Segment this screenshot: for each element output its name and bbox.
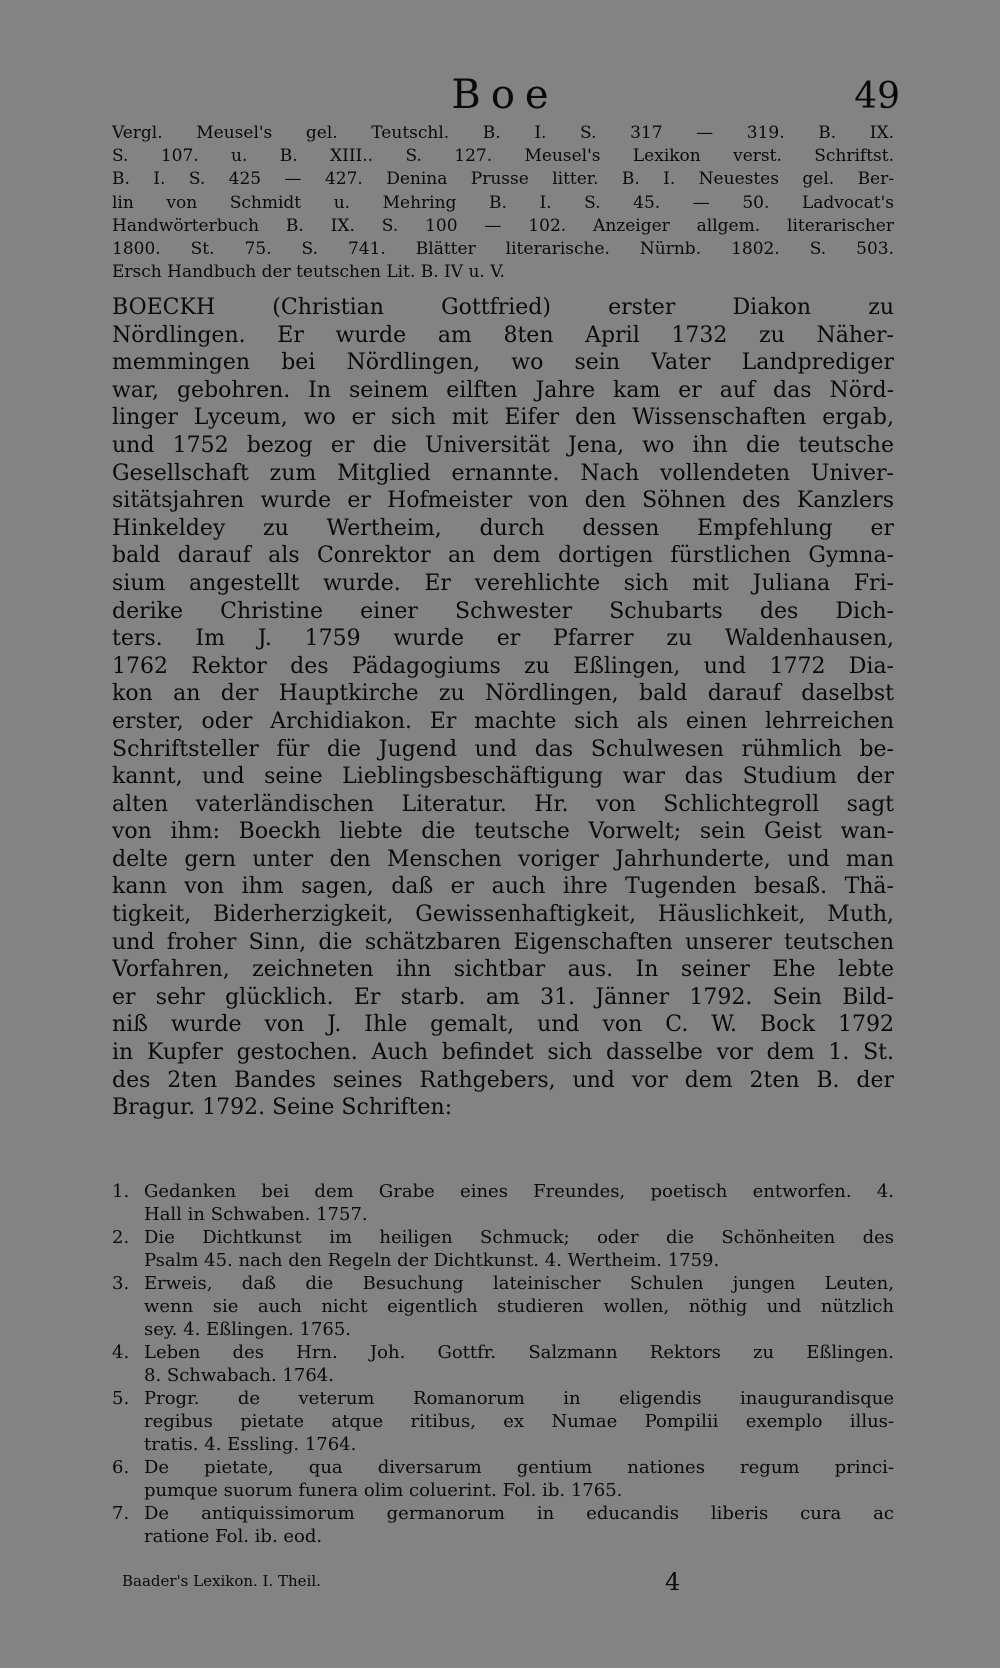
work-number: 5.	[112, 1388, 130, 1409]
body-line: BOECKH (Christian Gottfried) erster Diakon zu	[112, 295, 894, 320]
work-line: Hall in Schwaben. 1757.	[144, 1204, 368, 1225]
body-line: tigkeit, Biderherzigkeit, Gewissenhaftigkeit, Häuslichkeit, Muth,	[112, 902, 894, 928]
work-line: Psalm 45. nach den Regeln der Dichtkunst. 4. Wertheim. 1759.	[144, 1250, 720, 1271]
body-line: Schriftsteller für die Jugend und das Schulwesen rühmlich be-	[112, 736, 894, 762]
works-list-item	[112, 1180, 894, 1226]
work-line: Die Dichtkunst im heiligen Schmuck; oder die Schönheiten des	[144, 1227, 894, 1248]
running-head: Boe	[451, 72, 559, 118]
work-line: ratione Fol. ib. eod.	[144, 1526, 323, 1547]
work-line: Erweis, daß die Besuchung lateinischer Schulen jungen Leuten,	[144, 1273, 894, 1294]
body-line: erster, oder Archidiakon. Er machte sich als einen lehrreichen	[112, 708, 894, 734]
work-number: 4.	[112, 1342, 130, 1363]
reference-line: lin von Schmidt u. Mehring B. I. S. 45. — 50. Ladvocat's	[112, 192, 894, 213]
body-line: alten vaterländischen Literatur. Hr. von Schlichtegroll sagt	[112, 791, 894, 817]
work-line: regibus pietate atque ritibus, ex Numae Pompilii exemplo illus-	[144, 1411, 894, 1432]
work-number: 1.	[112, 1181, 130, 1202]
body-line: linger Lyceum, wo er sich mit Eifer den Wissenschaften ergab,	[112, 405, 894, 431]
reference-line: S. 107. u. B. XIII.. S. 127. Meusel's Lexikon verst. Schriftst.	[112, 146, 894, 167]
reference-line: 1800. St. 75. S. 741. Blätter literarische. Nürnb. 1802. S. 503.	[112, 238, 894, 259]
work-line: tratis. 4. Essling. 1764.	[144, 1434, 357, 1455]
body-line: Gesellschaft zum Mitglied ernannte. Nach vollendeten Univer-	[112, 460, 894, 486]
body-line: Bragur. 1792. Seine Schriften:	[112, 1095, 453, 1121]
page-header	[110, 72, 900, 122]
page-footer	[122, 1568, 682, 1598]
reference-line: Ersch Handbuch der teutschen Lit. B. IV u. V.	[112, 262, 505, 283]
work-line: Leben des Hrn. Joh. Gottfr. Salzmann Rektors zu Eßlingen.	[144, 1342, 894, 1363]
work-line: 8. Schwabach. 1764.	[144, 1365, 334, 1386]
work-number: 7.	[112, 1503, 130, 1524]
works-list-item	[112, 1387, 894, 1456]
body-line: in Kupfer gestochen. Auch befindet sich dasselbe vor dem 1. St.	[112, 1040, 894, 1066]
work-line: De antiquissimorum germanorum in educandis liberis cura ac	[144, 1503, 894, 1524]
body-line: er sehr glücklich. Er starb. am 31. Jänner 1792. Sein Bild-	[112, 984, 894, 1010]
reference-line: B. I. S. 425 — 427. Denina Prusse litter. B. I. Neuestes gel. Ber-	[112, 169, 894, 190]
reference-line: Handwörterbuch B. IX. S. 100 — 102. Anzeiger allgem. literarischer	[112, 215, 894, 236]
work-line: Progr. de veterum Romanorum in eligendis inaugurandisque	[144, 1388, 894, 1409]
entry-body	[112, 294, 894, 1122]
signature-mark: 4	[665, 1568, 681, 1596]
work-line: Gedanken bei dem Grabe eines Freundes, poetisch entworfen. 4.	[144, 1181, 894, 1202]
body-line: bald darauf als Conrektor an dem dortigen fürstlichen Gymna-	[112, 543, 894, 569]
body-line: sitätsjahren wurde er Hofmeister von den Söhnen des Kanzlers	[112, 488, 894, 514]
work-number: 3.	[112, 1273, 130, 1294]
body-line: delte gern unter den Menschen voriger Jahrhunderte, und man	[112, 846, 894, 872]
work-line: wenn sie auch nicht eigentlich studieren wollen, nöthig und nützlich	[144, 1296, 894, 1317]
work-line: pumque suorum funera olim coluerint. Fol. ib. 1765.	[144, 1480, 623, 1501]
body-line: kannt, und seine Lieblingsbeschäftigung war das Studium der	[112, 764, 894, 790]
works-list-item	[112, 1502, 894, 1548]
body-line: Vorfahren, zeichneten ihn sichtbar aus. In seiner Ehe lebte	[112, 957, 894, 983]
footer-title: Baader's Lexikon. I. Theil.	[122, 1572, 321, 1590]
body-line: kon an der Hauptkirche zu Nördlingen, bald darauf daselbst	[112, 681, 894, 707]
work-number: 2.	[112, 1227, 130, 1248]
body-line: derike Christine einer Schwester Schubarts des Dich-	[112, 598, 894, 624]
body-line: von ihm: Boeckh liebte die teutsche Vorwelt; sein Geist wan-	[112, 819, 894, 845]
body-line: memmingen bei Nördlingen, wo sein Vater Landprediger	[112, 350, 894, 376]
body-line: und froher Sinn, die schätzbaren Eigenschaften unserer teutschen	[112, 929, 894, 955]
work-number: 6.	[112, 1457, 130, 1478]
works-list	[112, 1180, 894, 1548]
works-list-item	[112, 1272, 894, 1341]
work-line: sey. 4. Eßlingen. 1765.	[144, 1319, 352, 1340]
body-line: sium angestellt wurde. Er verehlichte sich mit Juliana Fri-	[112, 570, 894, 596]
references-block	[112, 122, 894, 284]
reference-line: Vergl. Meusel's gel. Teutschl. B. I. S. 317 — 319. B. IX.	[112, 123, 894, 143]
body-line: war, gebohren. In seinem eilften Jahre kam er auf das Nörd-	[112, 377, 894, 403]
body-line: ters. Im J. 1759 wurde er Pfarrer zu Waldenhausen,	[112, 626, 894, 652]
page-number: 49	[854, 76, 900, 117]
body-line: Hinkeldey zu Wertheim, durch dessen Empfehlung er	[112, 515, 894, 541]
body-line: und 1752 bezog er die Universität Jena, wo ihn die teutsche	[112, 432, 894, 458]
works-list-item	[112, 1226, 894, 1272]
body-line: niß wurde von J. Ihle gemalt, und von C. W. Bock 1792	[112, 1012, 894, 1038]
works-list-item	[112, 1456, 894, 1502]
body-line: des 2ten Bandes seines Rathgebers, und vor dem 2ten B. der	[112, 1067, 894, 1093]
works-list-item	[112, 1341, 894, 1387]
body-line: Nördlingen. Er wurde am 8ten April 1732 zu Näher-	[112, 322, 894, 348]
body-line: 1762 Rektor des Pädagogiums zu Eßlingen, und 1772 Dia-	[112, 653, 894, 679]
body-line: kann von ihm sagen, daß er auch ihre Tugenden besaß. Thä-	[112, 874, 894, 900]
work-line: De pietate, qua diversarum gentium nationes regum princi-	[144, 1457, 894, 1478]
